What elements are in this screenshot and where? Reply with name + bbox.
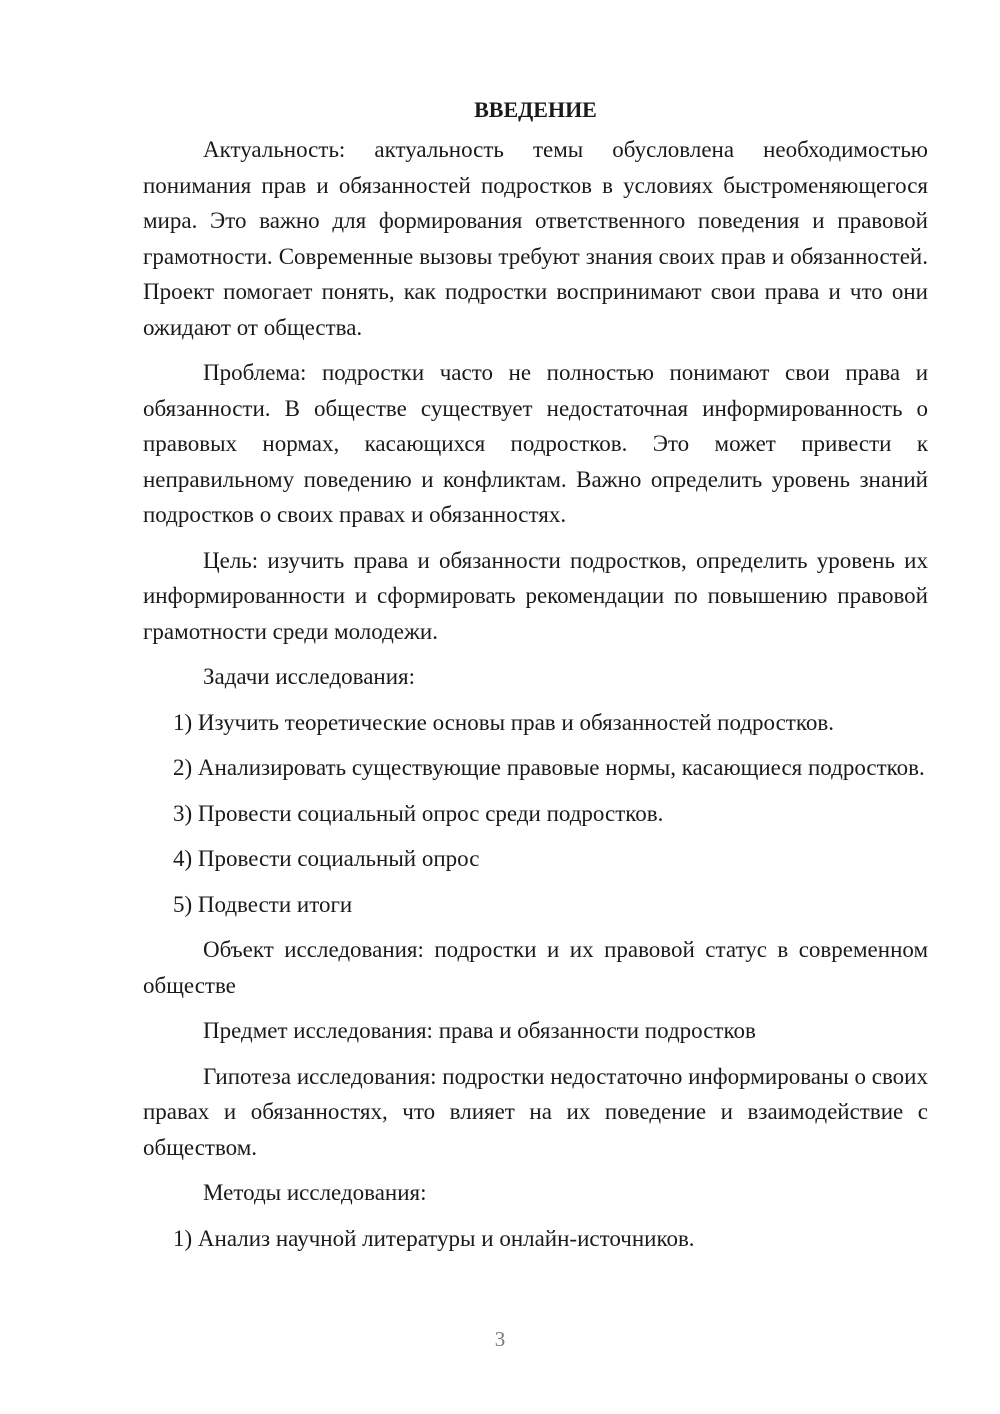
goal-paragraph: Цель: изучить права и обязанности подростков, определить уровень их информированности и сформировать рекомендации по повышению правовой грамотности среди молодежи. xyxy=(143,547,928,644)
object-paragraph: Объект исследования: подростки и их правовой статус в современном обществе xyxy=(143,937,928,998)
subject-paragraph: Предмет исследования: права и обязанности подростков xyxy=(203,1018,756,1043)
hypothesis-paragraph: Гипотеза исследования: подростки недостаточно информированы о своих правах и обязанностях, что влияет на их поведение и взаимодействие с обществом. xyxy=(143,1063,928,1160)
method-item-1: 1) Анализ научной литературы и онлайн-источников. xyxy=(173,1225,695,1251)
task-item-2: 2) Анализировать существующие правовые нормы, касающиеся подростков. xyxy=(173,755,925,780)
problem-paragraph: Проблема: подростки часто не полностью понимают свои права и обязанности. В обществе существует недостаточная информированность о правовых нормах, касающихся подростков. Это может привести к неправильному поведению и конфликтам. Важно определить уровень знаний подростков о своих правах и обязанностях. xyxy=(143,360,928,527)
task-item-5: 5) Подвести итоги xyxy=(173,891,353,917)
methods-heading: Методы исследования: xyxy=(203,1180,427,1205)
task-item-1: 1) Изучить теоретические основы прав и обязанностей подростков. xyxy=(173,709,834,735)
task-item-3: 3) Провести социальный опрос среди подростков. xyxy=(173,800,664,826)
tasks-heading: Задачи исследования: xyxy=(203,664,416,689)
document-page xyxy=(143,92,928,1266)
page-number: 3 xyxy=(494,1327,506,1351)
task-item-4: 4) Провести социальный опрос xyxy=(173,846,480,871)
section-title: ВВЕДЕНИЕ xyxy=(474,97,597,122)
relevance-paragraph: Актуальность: актуальность темы обусловлена необходимостью понимания прав и обязанностей подростков в условиях быстроменяющегося мира. Это важно для формирования ответственного поведения и правовой грамотности. Современные вызовы требуют знания своих прав и обязанностей. Проект помогает понять, как подростки воспринимают свои права и что они ожидают от общества. xyxy=(143,137,928,340)
